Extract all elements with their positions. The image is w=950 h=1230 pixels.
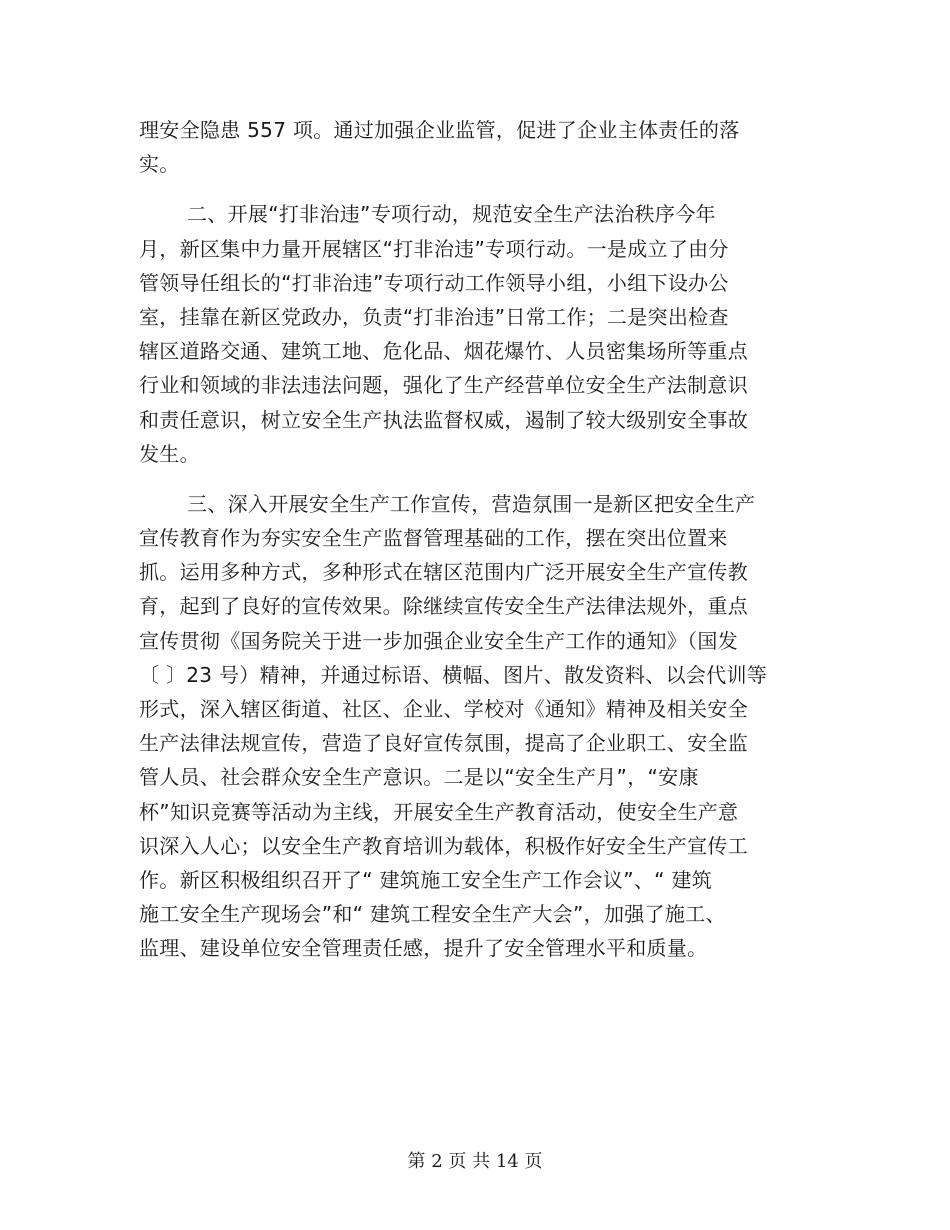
text-line: 监理、建设单位安全管理责任感，提升了安全管理水平和质量。 (139, 936, 708, 961)
section-heading-line: 二、开展“打非治违”专项行动，规范安全生产法治秩序今年 (187, 202, 716, 227)
text-line: 作。新区积极组织召开了“ 建筑施工安全生产工作会议”、“ 建筑 (139, 867, 713, 892)
text-line: 实。 (139, 152, 180, 177)
section-heading-line: 三、深入开展安全生产工作宣传，营造氛围一是新区把安全生产 (187, 491, 756, 516)
text-line: 宣传教育作为夯实安全生产监督管理基础的工作，摆在突出位置来 (139, 526, 728, 551)
text-line: 理安全隐患 557 项。通过加强企业监管，促进了企业主体责任的落 (139, 118, 740, 142)
text-line: 杯”知识竞赛等活动为主线，开展安全生产教育活动，使安全生产意 (139, 799, 739, 824)
text-line: 辖区道路交通、建筑工地、危化品、烟花爆竹、人员密集场所等重点 (139, 339, 748, 364)
page-number-footer: 第 2 页 共 14 页 (407, 1151, 543, 1172)
text-line: 施工安全生产现场会”和“ 建筑工程安全生产大会”，加强了施工、 (139, 902, 726, 927)
text-line: 行业和领域的非法违法问题，强化了生产经营单位安全生产法制意识 (139, 373, 748, 398)
text-line: 和责任意识，树立安全生产执法监督权威，遏制了较大级别安全事故 (139, 407, 748, 432)
text-line: 管领导任组长的“打非治违”专项行动工作领导小组，小组下设办公 (139, 270, 729, 295)
text-line: 识深入人心；以安全生产教育培训为载体，积极作好安全生产宣传工 (139, 833, 748, 858)
text-line: 〔 〕23 号）精神，并通过标语、横幅、图片、散发资料、以会代训等 (139, 662, 768, 687)
text-line: 形式，深入辖区街道、社区、企业、学校对《通知》精神及相关安全 (139, 697, 748, 721)
text-line: 生产法律法规宣传，营造了良好宣传氛围，提高了企业职工、安全监 (139, 731, 748, 756)
text-line: 宣传贯彻《国务院关于进一步加强企业安全生产工作的通知》（国发 (139, 628, 738, 653)
text-line: 管人员、社会群众安全生产意识。二是以“安全生产月”，“安康 (139, 765, 699, 790)
text-line: 育，起到了良好的宣传效果。除继续宣传安全生产法律法规外，重点 (139, 594, 748, 619)
text-line: 发生。 (139, 441, 200, 466)
document-body (139, 113, 819, 966)
text-line: 室，挂靠在新区党政办，负责“打非治违”日常工作；二是突出检查 (139, 304, 729, 329)
text-line: 月，新区集中力量开展辖区“打非治违”专项行动。一是成立了由分 (139, 236, 729, 261)
text-line: 抓。运用多种方式，多种形式在辖区范围内广泛开展安全生产宣传教 (139, 560, 748, 585)
